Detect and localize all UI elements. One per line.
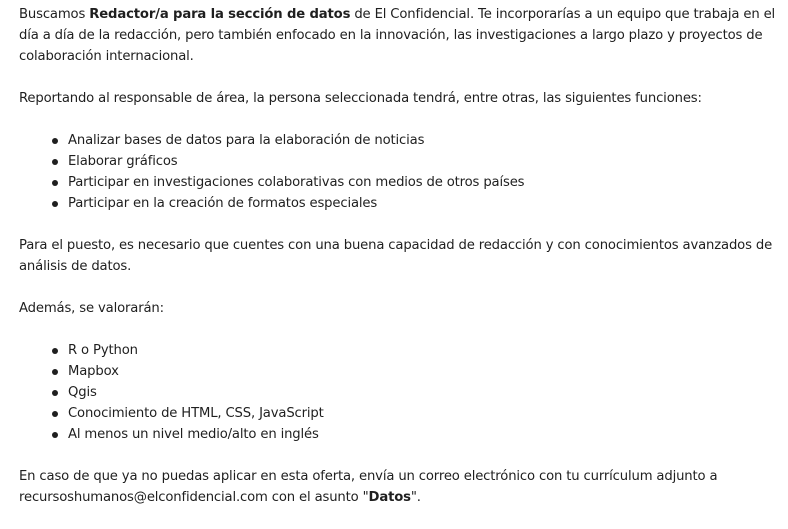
closing-paragraph — [19, 466, 779, 508]
functions-list — [19, 130, 779, 214]
intro-paragraph — [19, 4, 779, 67]
list-item: Participar en investigaciones colaborativas con medios de otros países — [19, 172, 779, 193]
job-posting — [19, 4, 779, 529]
job-role: Redactor/a para la sección de datos — [89, 7, 351, 22]
list-item: Participar en la creación de formatos especiales — [19, 193, 779, 214]
list-item: Mapbox — [19, 361, 779, 382]
requirements-paragraph: Para el puesto, es necesario que cuentes con una buena capacidad de redacción y con conocimientos avanzados de análisis de datos. — [19, 238, 773, 274]
closing-end: ". — [410, 490, 421, 505]
list-item: R o Python — [19, 340, 779, 361]
list-item: Elaborar gráficos — [19, 151, 779, 172]
list-item: Conocimiento de HTML, CSS, JavaScript — [19, 403, 779, 424]
valued-intro: Además, se valorarán: — [19, 301, 164, 316]
email-subject: Datos — [368, 490, 411, 505]
functions-intro: Reportando al responsable de área, la persona seleccionada tendrá, entre otras, las siguientes funciones: — [19, 91, 702, 106]
closing-text: En caso de que ya no puedas aplicar en esta oferta, envía un correo electrónico con tu currículum adjunto a recursoshumanos@elconfidencial.com con el asunto " — [19, 469, 718, 505]
intro-suffix: de El Confidencial. Te incorporarías a un equipo que trabaja en el día a día de la redacción, pero también enfocado en la innovación, las investigaciones a largo plazo y proyectos de colaboración internacional. — [19, 7, 776, 64]
valued-list — [19, 340, 779, 445]
list-item: Qgis — [19, 382, 779, 403]
list-item: Analizar bases de datos para la elaboración de noticias — [19, 130, 779, 151]
list-item: Al menos un nivel medio/alto en inglés — [19, 424, 779, 445]
intro-prefix: Buscamos — [19, 7, 90, 22]
